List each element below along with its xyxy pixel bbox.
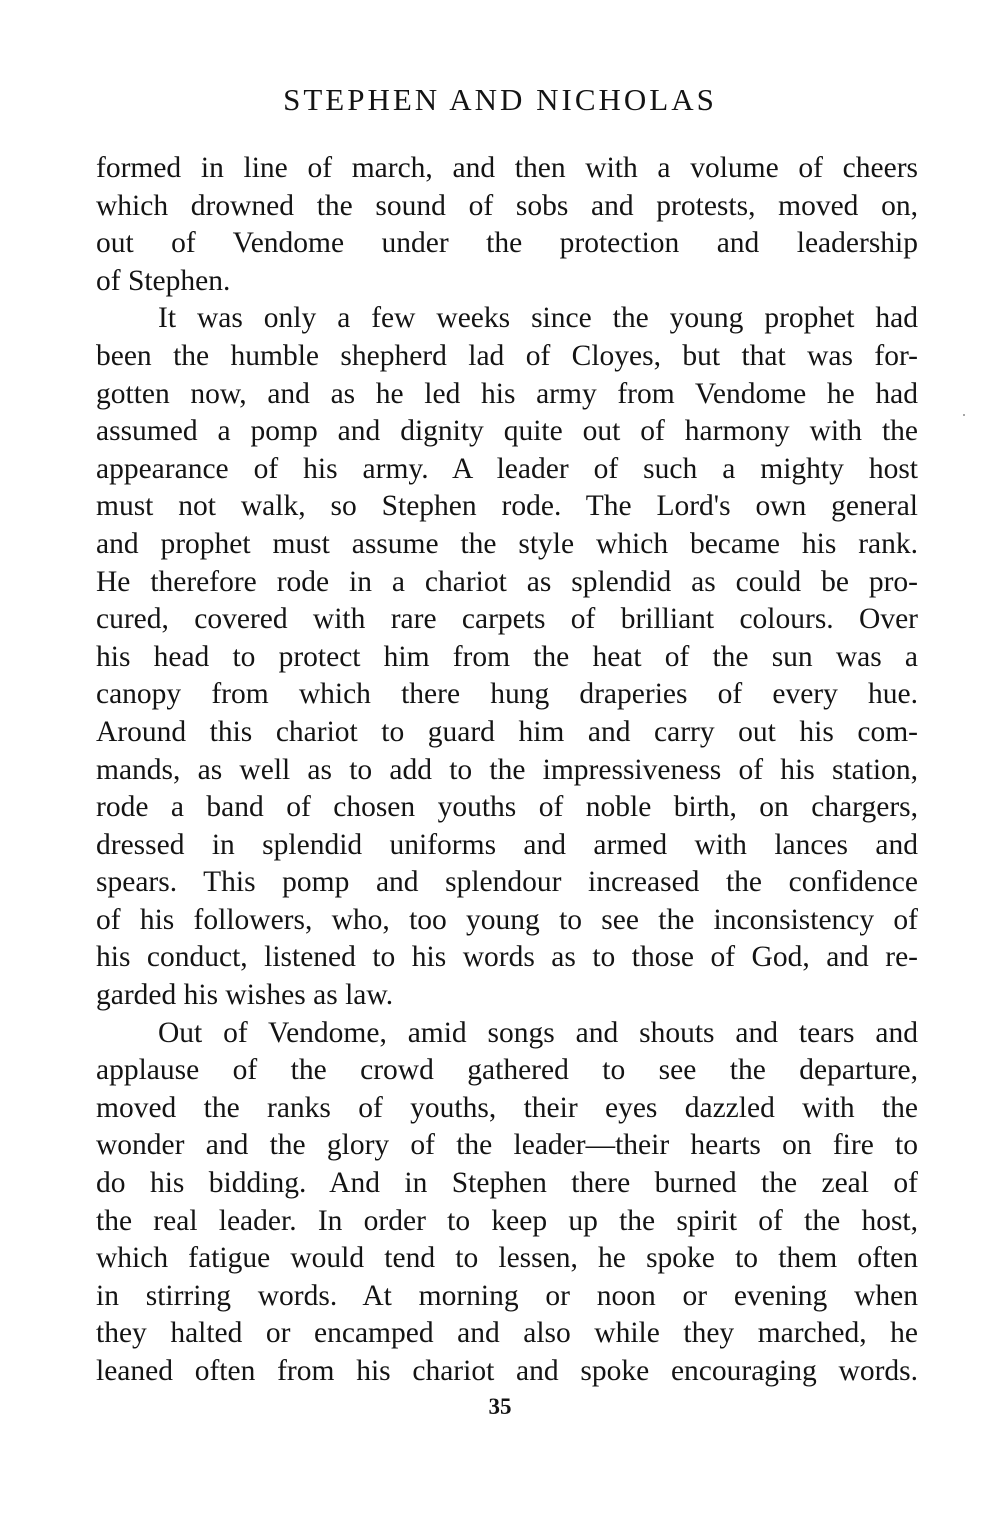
text-line: which drowned the sound of sobs and protests, moved on,	[96, 189, 918, 222]
text-line: applause of the crowd gathered to see the departure,	[96, 1054, 918, 1087]
text-line: gotten now, and as he led his army from Vendome he had	[96, 377, 918, 410]
text-line: mands, as well as to add to the impressiveness of his station,	[96, 753, 918, 786]
text-line: his head to protect him from the heat of the sun was a	[96, 640, 918, 673]
text-line: leaned often from his chariot and spoke encouraging words.	[96, 1355, 918, 1387]
text-line: wonder and the glory of the leader—their hearts on fire to	[96, 1129, 918, 1162]
text-line: It was only a few weeks since the young prophet had	[158, 302, 918, 335]
text-line: garded his wishes as law.	[96, 979, 394, 1012]
text-line: moved the ranks of youths, their eyes dazzled with the	[96, 1091, 918, 1124]
text-line: He therefore rode in a chariot as splendid as could be pro-	[96, 565, 918, 598]
text-line: spears. This pomp and splendour increased the confidence	[96, 866, 918, 899]
text-line: and prophet must assume the style which became his rank.	[96, 527, 918, 560]
text-line: formed in line of march, and then with a volume of cheers	[96, 152, 918, 184]
text-line: dressed in splendid uniforms and armed with lances and	[96, 828, 918, 861]
text-line: his conduct, listened to his words as to those of God, and re-	[96, 941, 918, 974]
text-line: Around this chariot to guard him and carry out his com-	[96, 715, 918, 748]
text-line: canopy from which there hung draperies of every hue.	[96, 678, 918, 711]
text-line: appearance of his army. A leader of such a mighty host	[96, 452, 918, 485]
text-line: in stirring words. At morning or noon or evening when	[96, 1279, 918, 1312]
text-line: rode a band of chosen youths of noble birth, on chargers,	[96, 791, 918, 824]
text-line: they halted or encamped and also while they marched, he	[96, 1317, 918, 1350]
text-line: do his bidding. And in Stephen there burned the zeal of	[96, 1167, 918, 1200]
text-line: which fatigue would tend to lessen, he spoke to them often	[96, 1242, 918, 1275]
text-line: of Stephen.	[96, 264, 231, 297]
body-text	[96, 150, 918, 1391]
text-line: the real leader. In order to keep up the spirit of the host,	[96, 1204, 918, 1237]
page-number: 35	[488, 1394, 512, 1419]
text-line: of his followers, who, too young to see the inconsistency of	[96, 903, 918, 936]
text-line: been the humble shepherd lad of Cloyes, but that was for-	[96, 339, 918, 372]
text-line: must not walk, so Stephen rode. The Lord's own general	[96, 490, 918, 523]
paragraph	[96, 150, 918, 300]
scan-speck	[963, 414, 965, 416]
paragraph	[96, 1015, 918, 1391]
paragraph	[96, 300, 918, 1014]
text-line: cured, covered with rare carpets of brilliant colours. Over	[96, 603, 918, 636]
text-line: assumed a pomp and dignity quite out of harmony with the	[96, 415, 918, 448]
running-head: STEPHEN AND NICHOLAS	[283, 82, 717, 117]
text-line: Out of Vendome, amid songs and shouts and tears and	[158, 1016, 918, 1049]
text-line: out of Vendome under the protection and leadership	[96, 227, 918, 260]
